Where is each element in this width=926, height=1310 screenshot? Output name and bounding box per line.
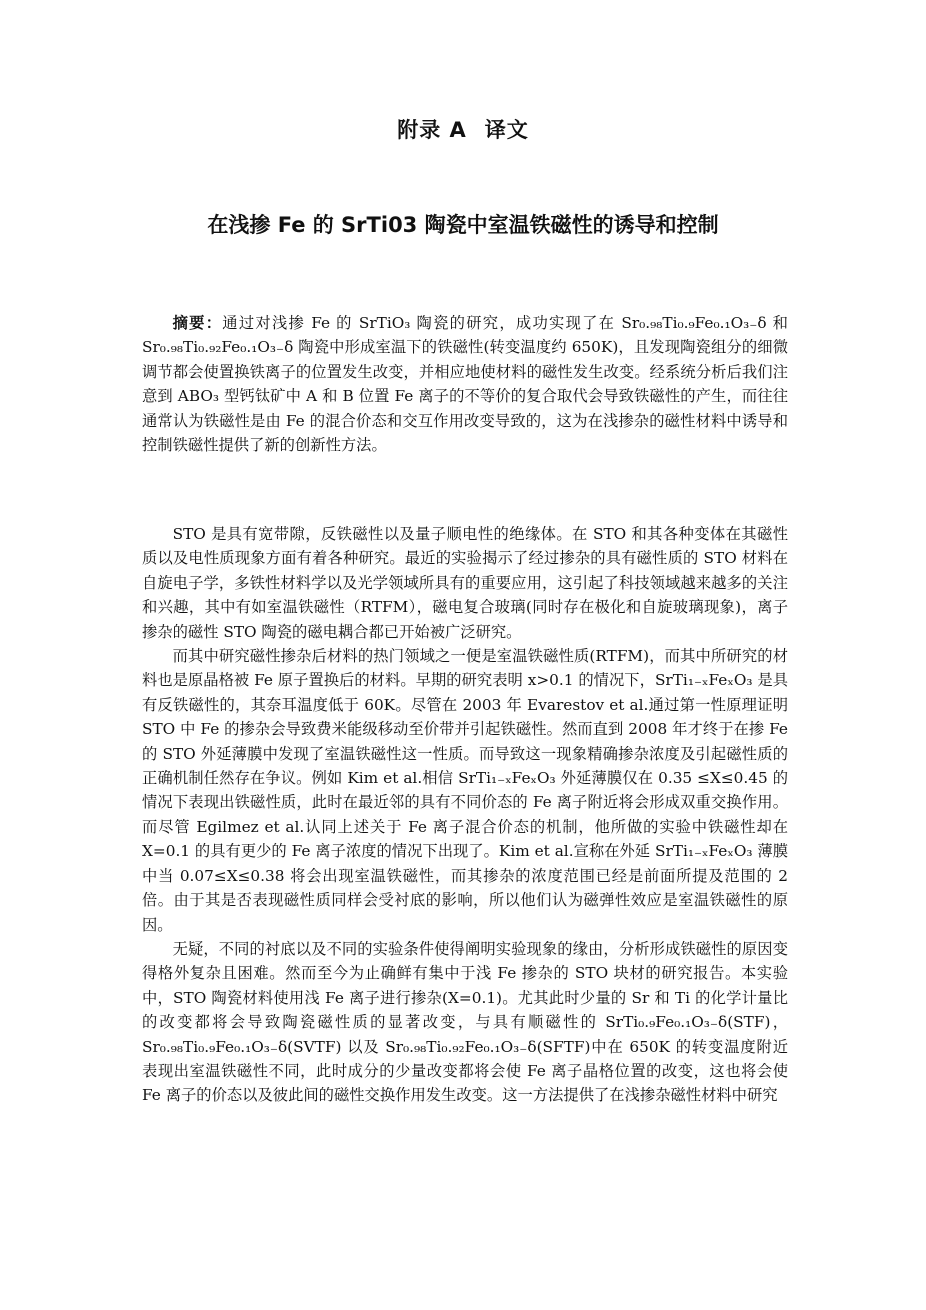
abstract-paragraph [142, 311, 788, 457]
abstract-label: 摘要： [172, 314, 223, 332]
abstract-text: 通过对浅掺 Fe 的 SrTiO₃ 陶瓷的研究，成功实现了在 Sr₀.₉₈Ti₀.₉Fe₀.₁O₃₋δ 和 Sr₀.₉₈Ti₀.₉₂Fe₀.₁O₃₋δ 陶瓷中形成室温下的铁磁性(转变温度约 650K)，且发现陶瓷组分的细微调节都会使置换铁离子的位置发生改变，并相应地使材料的磁性发生改变。经系统分析后我们注意到 ABO₃ 型钙钛矿中 A 和 B 位置 Fe 离子的不等价的复合取代会导致铁磁性的产生，而往往通常认为铁磁性是由 Fe 的混合价态和交互作用改变导致的，这为在浅掺杂的磁性材料中诱导和控制铁磁性提供了新的创新性方法。 [142, 314, 788, 455]
body-paragraph-1: STO 是具有宽带隙，反铁磁性以及量子顺电性的绝缘体。在 STO 和其各种变体在其磁性质以及电性质现象方面有着各种研究。最近的实验揭示了经过掺杂的具有磁性质的 STO 材料在自旋电子学，多铁性材料学以及光学领域所具有的重要应用，这引起了科技领域越来越多的关注和兴趣，其中有如室温铁磁性（RTFM），磁电复合玻璃(同时存在极化和自旋玻璃现象)，离子掺杂的磁性 STO 陶瓷的磁电耦合都已开始被广泛研究。 [142, 525, 788, 641]
appendix-name: 译文 [484, 118, 529, 142]
appendix-heading [0, 114, 926, 144]
body-text [142, 522, 788, 1108]
appendix-label: 附录 A [397, 118, 467, 142]
paper-title: 在浅掺 Fe 的 SrTi03 陶瓷中室温铁磁性的诱导和控制 [207, 213, 719, 237]
body-paragraph-2: 而其中研究磁性掺杂后材料的热门领域之一便是室温铁磁性质(RTFM)，而其中所研究的材料也是原晶格被 Fe 原子置换后的材料。早期的研究表明 x>0.1 的情况下，SrTi₁₋ₓFeₓO₃ 是具有反铁磁性的，其奈耳温度低于 60K。尽管在 2003 年 Evarestov et al.通过第一性原理证明 STO 中 Fe 的掺杂会导致费米能级移动至价带并引起铁磁性。然而直到 2008 年才终于在掺 Fe 的 STO 外延薄膜中发现了室温铁磁性这一性质。而导致这一现象精确掺杂浓度及引起磁性质的正确机制任然存在争议。例如 Kim et al.相信 SrTi₁₋ₓFeₓO₃ 外延薄膜仅在 0.35 ≤X≤0.45 的情况下表现出铁磁性质，此时在最近邻的具有不同价态的 Fe 离子附近将会形成双重交换作用。而尽管 Egilmez et al.认同上述关于 Fe 离子混合价态的机制，他所做的实验中铁磁性却在 X=0.1 的具有更少的 Fe 离子浓度的情况下出现了。Kim et al.宣称在外延 SrTi₁₋ₓFeₓO₃ 薄膜中当 0.07≤X≤0.38 将会出现室温铁磁性，而其掺杂的浓度范围已经是前面所提及范围的 2 倍。由于其是否表现磁性质同样会受衬底的影响，所以他们认为磁弹性效应是室温铁磁性的原因。 [142, 647, 788, 934]
body-paragraph-3: 无疑，不同的衬底以及不同的实验条件使得阐明实验现象的缘由，分析形成铁磁性的原因变得格外复杂且困难。然而至今为止确鲜有集中于浅 Fe 掺杂的 STO 块材的研究报告。本实验中，STO 陶瓷材料使用浅 Fe 离子进行掺杂(X=0.1)。尤其此时少量的 Sr 和 Ti 的化学计量比的改变都将会导致陶瓷磁性质的显著改变，与具有顺磁性的 SrTi₀.₉Fe₀.₁O₃₋δ(STF)，Sr₀.₉₈Ti₀.₉Fe₀.₁O₃₋δ(SVTF) 以及 Sr₀.₉₈Ti₀.₉₂Fe₀.₁O₃₋δ(SFTF)中在 650K 的转变温度附近表现出室温铁磁性不同，此时成分的少量改变都将会使 Fe 离子晶格位置的改变，这也将会使 Fe 离子的价态以及彼此间的磁性交换作用发生改变。这一方法提供了在浅掺杂磁性材料中研究 [142, 939, 788, 1105]
abstract [142, 311, 788, 457]
